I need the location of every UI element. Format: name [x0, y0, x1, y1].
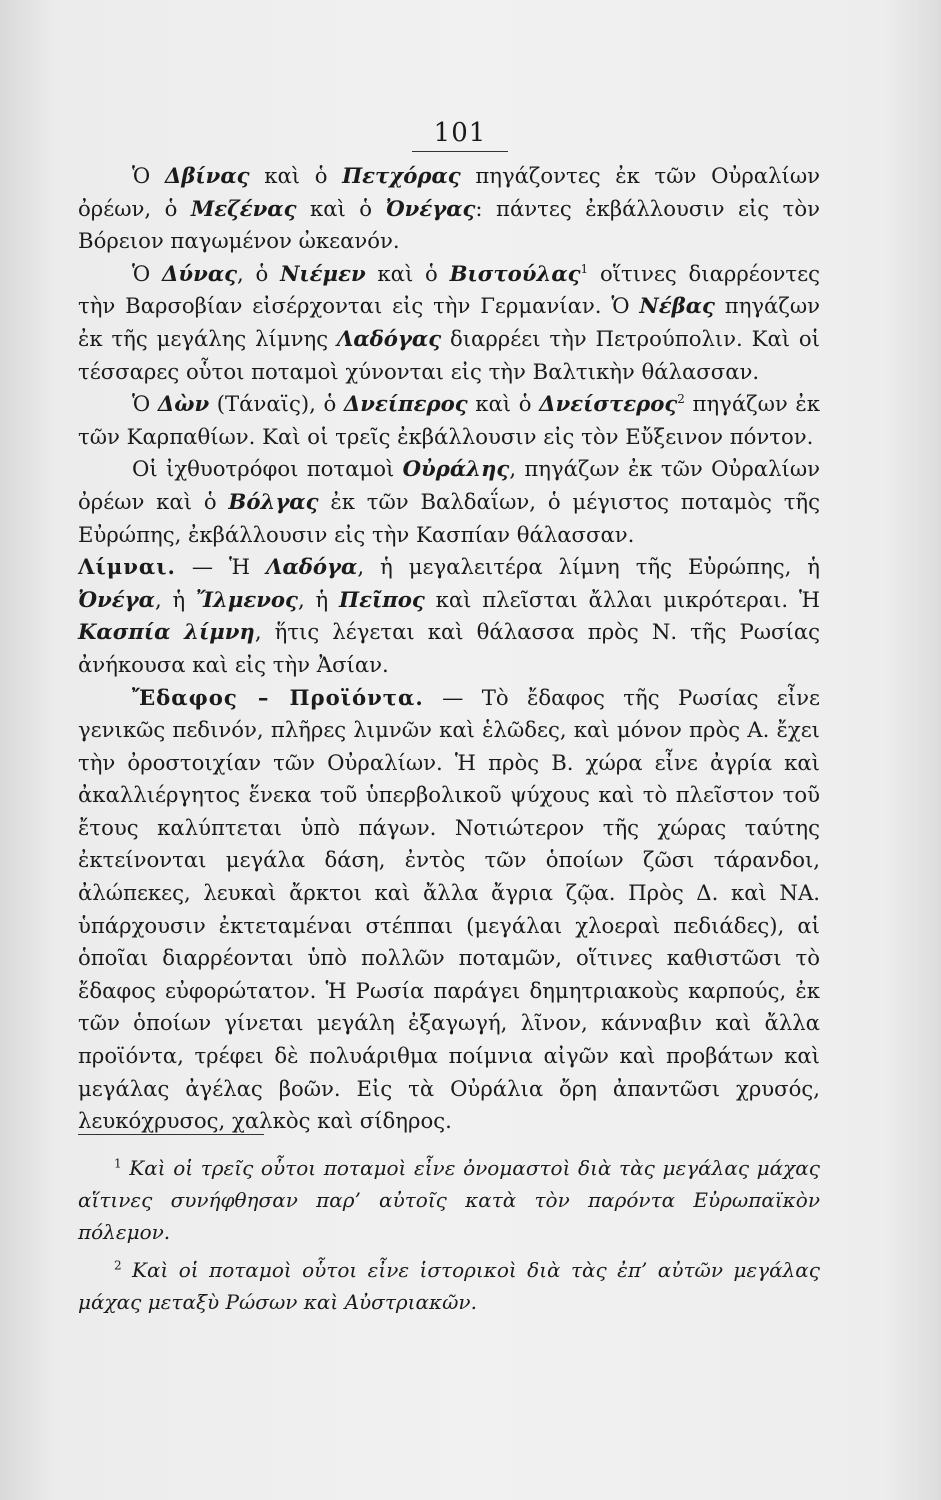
paragraph-rivers-north: [78, 160, 820, 258]
emphasized-term: Ὀνέγας: [385, 195, 476, 221]
text-run: ἐκ τῶν Βαλδαΐων, ὁ μέγιστος ποταμὸς τῆς Εὐρώπης, ἐκβάλλουσιν εἰς τὴν Κασπίαν θάλασσαν.: [78, 488, 820, 547]
emphasized-term: Βιστούλας: [449, 260, 581, 286]
text-run: πηγάζοντες ἐκ τῶν Οὐραλίων ὀρέων, ὁ: [78, 163, 820, 221]
emphasized-term: Δύνας: [161, 260, 238, 286]
footnote-marker: 2: [114, 1258, 122, 1273]
text-run: καὶ ὁ: [467, 391, 540, 417]
emphasized-term: Βόλγας: [228, 488, 319, 514]
text-run: καὶ ὁ: [296, 195, 386, 221]
text-run: καὶ ὁ: [365, 260, 450, 286]
text-run: Ὁ: [132, 163, 165, 188]
text-run: Οἱ ἰχθυοτρόφοι ποταμοὶ: [132, 456, 403, 482]
emphasized-term: Δὼν: [157, 391, 210, 417]
page-number: 101: [433, 118, 487, 148]
paragraph-soil-products: [78, 682, 820, 1138]
emphasized-term: Μεζένας: [190, 195, 297, 221]
paragraph-rivers-caspian: [78, 453, 820, 551]
emphasized-term: Νιέμεν: [280, 260, 366, 286]
paragraph-lakes: [78, 551, 820, 681]
text-run: Ὁ: [132, 260, 162, 286]
footnote-reference: 1: [580, 261, 589, 276]
text-run: , ἡ: [154, 586, 197, 612]
text-run: , πηγάζων ἐκ τῶν Οὐραλίων ὀρέων καὶ ὁ: [78, 456, 820, 514]
footnote-reference: 2: [677, 392, 685, 407]
emphasized-term: Δβίνας: [164, 163, 250, 188]
emphasized-term: Ὀνέγα: [78, 586, 155, 612]
emphasized-term: Οὐράλης: [402, 456, 510, 482]
footnote-text: Καὶ οἱ τρεῖς οὗτοι ποταμοὶ εἶνε ὀνομαστοὶ διὰ τὰς μεγάλας μάχας αἵτινες συνήφθησαν παρ’ αὐτοῖς κατὰ τὸν παρόντα Εὐρωπαϊκὸν πόλεμον.: [78, 1156, 820, 1244]
text-run: , ὁ: [237, 260, 281, 286]
footnote-separator: [78, 1134, 264, 1135]
emphasized-term: Νέβας: [639, 293, 715, 319]
emphasized-term: Λαδόγας: [336, 325, 442, 351]
paragraph-rivers-baltic: [78, 258, 820, 388]
text-run: — Ἡ: [175, 554, 267, 580]
footnotes: [78, 1152, 820, 1324]
text-run: : πάντες ἐκβάλλουσιν εἰς τὸν Βόρειον παγωμένον ὠκεανόν.: [78, 195, 820, 254]
footnote-marker: 1: [114, 1156, 122, 1171]
text-run: διαρρέει τὴν Πετρούπολιν. Καὶ οἱ τέσσαρες οὗτοι ποταμοὶ χύνονται εἰς τὴν Βαλτικὴν θάλασσαν.: [78, 325, 820, 384]
section-heading: Λίμναι.: [78, 554, 176, 580]
text-run: καὶ ὁ: [249, 163, 343, 188]
text-run: (Τάναϊς), ὁ: [209, 391, 344, 417]
text-run: , ἥτις λέγεται καὶ θάλασσα πρὸς Ν. τῆς Ρωσίας ἀνήκουσα καὶ εἰς τὴν Ἀσίαν.: [78, 619, 820, 677]
text-run: πηγάζων ἐκ τῆς μεγάλης λίμνης: [78, 293, 821, 351]
emphasized-term: Πεῖπος: [339, 586, 425, 612]
text-run: , ἡ μεγαλειτέρα λίμνη τῆς Εὐρώπης, ἡ: [357, 554, 820, 580]
emphasized-term: Δνείστερος: [539, 391, 678, 417]
footnote-2: [78, 1254, 820, 1318]
text-run: , ἡ: [297, 586, 340, 612]
paragraph-rivers-black-sea: [78, 388, 820, 453]
emphasized-term: Λαδόγα: [266, 554, 358, 580]
emphasized-term: Πετχόρας: [342, 163, 461, 188]
text-run: καὶ πλεῖσται ἄλλαι μικρότεραι. Ἡ: [424, 586, 821, 612]
text-run: πηγάζων ἐκ τῶν Καρπαθίων. Καὶ οἱ τρεῖς ἐκβάλλουσιν εἰς τὸν Εὔξεινον πόντον.: [78, 391, 821, 449]
text-run: Ὁ: [132, 391, 158, 417]
emphasized-term: Δνείπερος: [343, 391, 468, 417]
body-text: [78, 160, 820, 1138]
footnote-1: [78, 1152, 820, 1248]
text-run: οἵτινες διαρρέοντες τὴν Βαρσοβίαν εἰσέρχονται εἰς τὴν Γερμανίαν. Ὁ: [78, 260, 820, 319]
emphasized-term: Κασπία λίμνη: [78, 619, 255, 645]
footnote-text: Καὶ οἱ ποταμοὶ οὗτοι εἶνε ἱστορικοὶ διὰ τὰς ἐπ’ αὐτῶν μεγάλας μάχας μεταξὺ Ρώσων καὶ Αὐστριακῶν.: [78, 1258, 820, 1314]
section-heading: Ἔδαφος – Προϊόντα.: [132, 684, 424, 710]
emphasized-term: Ἴλμενος: [196, 586, 298, 612]
text-run: — Τὸ ἔδαφος τῆς Ρωσίας εἶνε γενικῶς πεδινόν, πλῆρες λιμνῶν καὶ ἑλῶδες, καὶ μόνον πρὸς Α. ἔχει τὴν ὀροστοιχίαν τῶν Οὐραλίων. Ἡ πρὸς Β. χώρα εἶνε ἀγρία καὶ ἀκαλλιέργητος ἕνεκα τοῦ ὑπερβολικοῦ ψύχους καὶ τὸ πλεῖστον τοῦ ἔτους καλύπτεται ὑπὸ πάγων. Νοτιώτερον τῆς χώρας ταύτης ἐκτείνονται μεγάλα δάση, ἐντὸς τῶν ὁποίων ζῶσι τάρανδοι, ἀλώπεκες, λευκαὶ ἄρκτοι καὶ ἄλλα ἄγρια ζῷα. Πρὸς Δ. καὶ ΝΑ. ὑπάρχουσιν ἐκτεταμέναι στέππαι (μεγάλαι χλοεραὶ πεδιάδες), αἱ ὁποῖαι διαρρέονται ὑπὸ πολλῶν ποταμῶν, οἵτινες καθιστῶσι τὸ ἔδαφος εὐφορώτατον. Ἡ Ρωσία παράγει δημητριακοὺς καρπούς, ἐκ τῶν ὁποίων γίνεται μεγάλη ἐξαγωγή, λῖνον, κάνναβιν καὶ ἄλλα προϊόντα, τρέφει δὲ πολυάριθμα ποίμνια αἰγῶν καὶ προβάτων καὶ μεγάλας ἀγέλας βοῶν. Εἰς τὰ Οὐράλια ὄρη ἀπαντῶσι χρυσός, λευκόχρυσος, χαλκὸς καὶ σίδηρος.: [78, 684, 820, 1134]
page-number-rule: [412, 151, 508, 152]
